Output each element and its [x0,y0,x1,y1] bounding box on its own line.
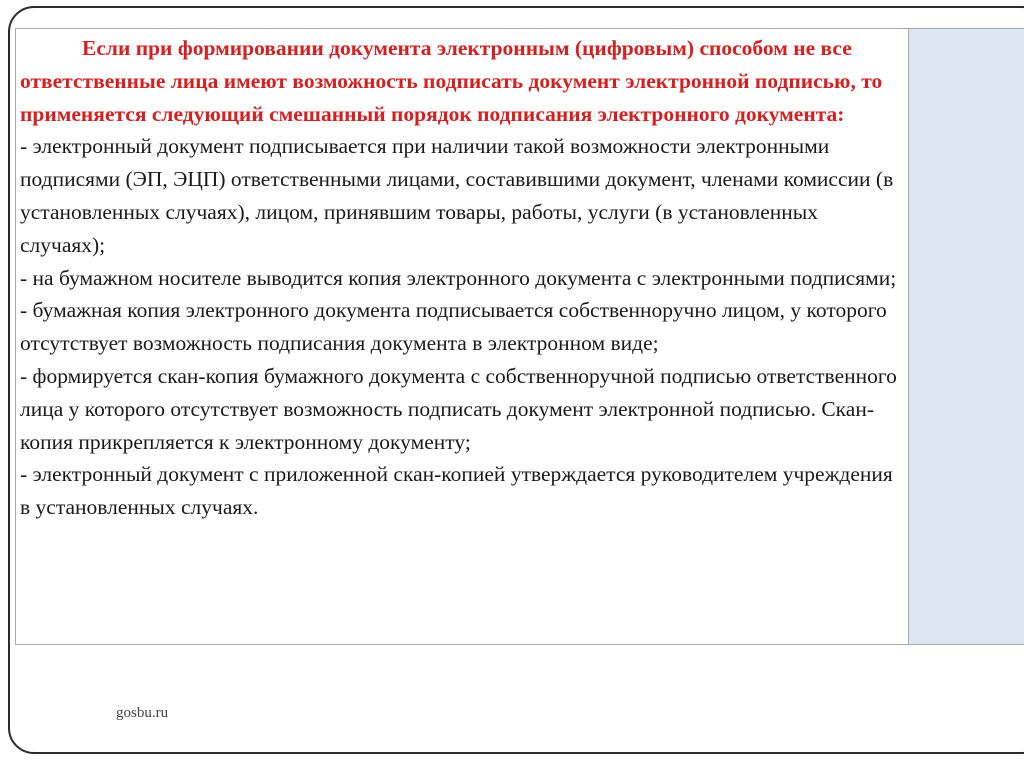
content-table [15,28,1024,645]
list-item: - формируется скан-копия бумажного документа с собственноручной подписью ответственного лица у которого отсутствует возможность подписать документ электронной подписью. Скан-копия прикрепляется к электронному документу; [20,363,897,454]
text-cell [16,29,909,644]
list-item: - электронный документ подписывается при наличии такой возможности электронными подписями (ЭП, ЭЦП) ответственными лицами, составившими документ, членами комиссии (в установленных случаях), лицом, принявшим товары, работы, услуги (в установленных случаях); [20,134,894,257]
footer-source: gosbu.ru [116,705,169,721]
list-item: - на бумажном носителе выводится копия электронного документа с электронными подписями; [20,265,897,290]
heading: Если при формировании документа электронным (цифровым) способом не все ответственные лица имеют возможность подписать документ электронной подписью, то применяется следующий смешанный порядок подписания электронного документа: [20,36,883,126]
list-item: - бумажная копия электронного документа подписывается собственноручно лицом, у которого отсутствует возможность подписания документа в электронном виде; [20,298,887,356]
side-panel [909,29,1024,644]
list-item: - электронный документ с приложенной скан-копией утверждается руководителем учреждения в установленных случаях. [20,462,893,520]
